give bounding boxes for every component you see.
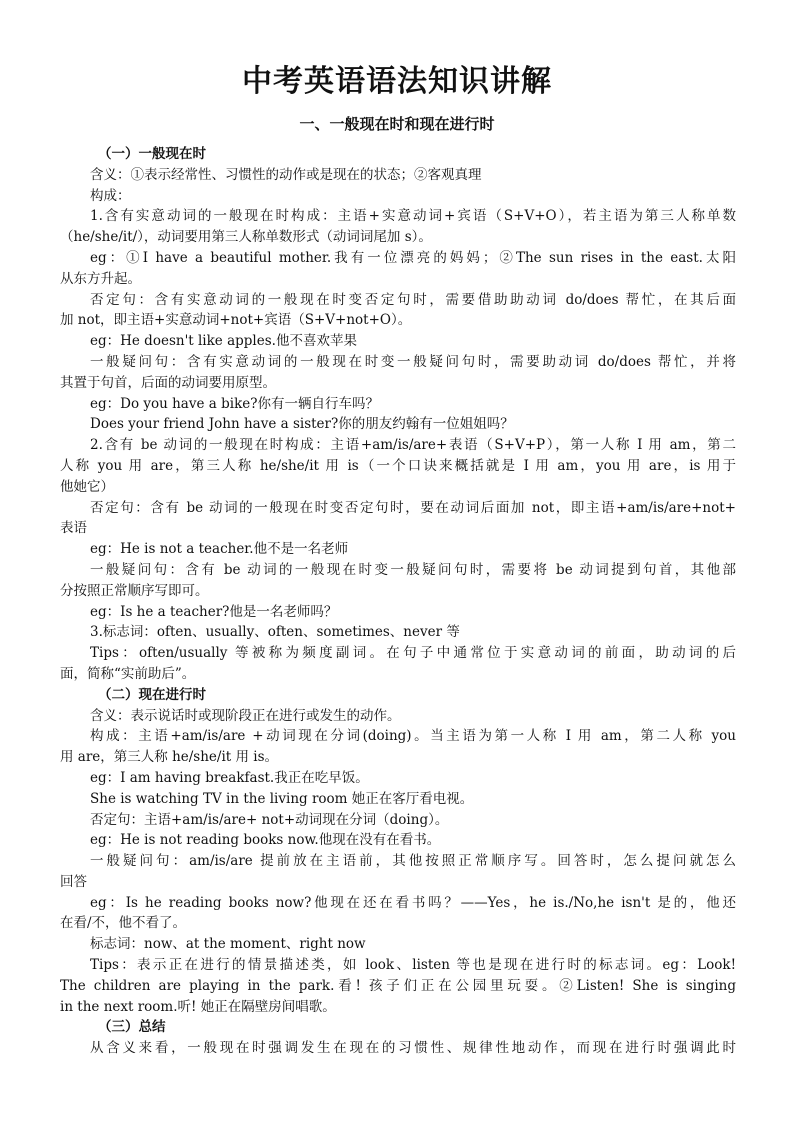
paragraph-line: 他她它） xyxy=(60,478,114,495)
paragraph-line: 一般疑问句：含有 be 动词的一般现在时变一般疑问句时，需要将 be 动词提到句首，其他部 xyxy=(90,561,736,578)
document-title: 中考英语语法知识讲解 xyxy=(242,64,552,99)
paragraph-line: The children are playing in the park.看! 孩子们正在公园里玩耍。②Listen! She is singing xyxy=(60,977,736,994)
paragraph-line: 构成：主语+am/is/are +动词现在分词(doing)。当主语为第一人称 I 用 am，第二人称 you xyxy=(90,728,736,745)
paragraph-line: 3.标志词：often、usually、often、sometimes、never 等 xyxy=(90,624,460,641)
paragraph-line: 从含义来看，一般现在时强调发生在现在的习惯性、规律性地动作，而现在进行时强调此时 xyxy=(90,1040,736,1057)
paragraph-line: 含义：①表示经常性、习惯性的动作或是现在的状态；②客观真理 xyxy=(90,166,482,183)
paragraph-line: 在看/不，他不看了。 xyxy=(60,915,187,932)
paragraph-line: 一般疑问句：含有实意动词的一般现在时变一般疑问句时，需要助动词 do/does 帮忙，并将 xyxy=(90,353,736,370)
subsection-heading: （三）总结 xyxy=(98,1019,166,1036)
paragraph-line: 否定句：含有实意动词的一般现在时变否定句时，需要借助助动词 do/does 帮忙，在其后面 xyxy=(90,291,736,308)
paragraph-line: Tips：often/usually 等被称为频度副词。在句子中通常位于实意动词的前面，助动词的后 xyxy=(90,645,736,662)
subsection-heading: （二）现在进行时 xyxy=(98,686,206,703)
paragraph-line: eg：He doesn't like apples.他不喜欢苹果 xyxy=(90,333,357,350)
paragraph-line: in the next room.听! 她正在隔壁房间唱歌。 xyxy=(60,998,336,1015)
paragraph-line: 用 are，第三人称 he/she/it 用 is。 xyxy=(60,749,279,766)
paragraph-line: 1.含有实意动词的一般现在时构成：主语+实意动词+宾语（S+V+O），若主语为第三人称单数 xyxy=(90,208,736,225)
paragraph-line: eg：I am having breakfast.我正在吃早饭。 xyxy=(90,769,369,786)
paragraph-line: Does your friend John have a sister?你的朋友约翰有一位姐姐吗？ xyxy=(90,416,514,433)
paragraph-line: 构成： xyxy=(90,187,131,204)
paragraph-line: 回答 xyxy=(60,873,87,890)
paragraph-line: 其置于句首，后面的动词要用原型。 xyxy=(60,374,276,391)
paragraph-line: 表语 xyxy=(60,520,87,537)
paragraph-line: eg：He is not reading books now.他现在没有在看书。 xyxy=(90,832,441,849)
paragraph-line: eg：Do you have a bike?你有一辆自行车吗？ xyxy=(90,395,379,412)
paragraph-line: eg：He is not a teacher.他不是一名老师 xyxy=(90,541,349,558)
paragraph-line: 面，简称“实前助后”。 xyxy=(60,665,196,682)
paragraph-line: 含义：表示说话时或现阶段正在进行或发生的动作。 xyxy=(90,707,401,724)
paragraph-line: 否定句：主语+am/is/are+ not+动词现在分词（doing）。 xyxy=(90,811,449,828)
paragraph-line: eg：Is he a teacher?他是一名老师吗？ xyxy=(90,603,338,620)
paragraph-line: 人称 you 用 are，第三人称 he/she/it 用 is（一个口诀来概括就是 I 用 am，you 用 are，is 用于 xyxy=(60,457,736,474)
paragraph-line: 从东方升起。 xyxy=(60,270,141,287)
paragraph-line: （he/she/it/），动词要用第三人称单数形式（动词词尾加 s）。 xyxy=(60,229,432,246)
subsection-heading: （一）一般现在时 xyxy=(98,146,206,162)
paragraph-line: 加 not，即主语+实意动词+not+宾语（S+V+not+O）。 xyxy=(60,312,412,329)
document-body xyxy=(60,144,736,1059)
paragraph-line: eg：Is he reading books now?他现在还在看书吗？——Yes，he is./No,he isn't 是的，他还 xyxy=(90,894,736,911)
paragraph-line: Tips：表示正在进行的情景描述类，如 look、listen 等也是现在进行时的标志词。eg：Look! xyxy=(90,957,736,974)
paragraph-line: 2.含有 be 动词的一般现在时构成：主语+am/is/are+表语（S+V+P），第一人称 I 用 am，第二 xyxy=(90,437,736,454)
paragraph-line: 标志词：now、at the moment、right now xyxy=(90,936,366,953)
paragraph-line: eg：①I have a beautiful mother.我有一位漂亮的妈妈；②The sun rises in the east.太阳 xyxy=(90,249,736,266)
paragraph-line: 一般疑问句：am/is/are 提前放在主语前，其他按照正常顺序写。回答时，怎么提问就怎么 xyxy=(90,853,736,870)
paragraph-line: 否定句：含有 be 动词的一般现在时变否定句时，要在动词后面加 not，即主语+am/is/are+not+ xyxy=(90,499,736,516)
section-heading: 一、一般现在时和现在进行时 xyxy=(299,115,495,133)
paragraph-line: She is watching TV in the living room 她正在客厅看电视。 xyxy=(90,790,474,807)
paragraph-line: 分按照正常顺序写即可。 xyxy=(60,582,209,599)
